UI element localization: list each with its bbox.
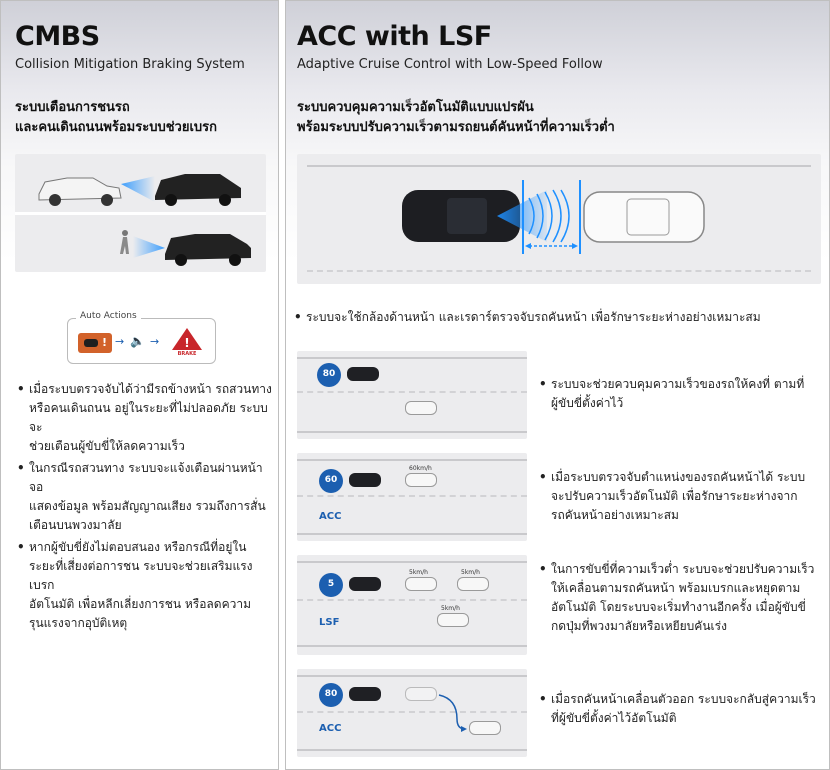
acc-panel (285, 0, 830, 770)
acc-row-2-illustration (297, 453, 527, 541)
acc-heading-line-1: ระบบควบคุมความเร็วอัตโนมัติแบบแปรผัน (297, 100, 534, 115)
bullet-line: หากผู้ขับขี่ยังไม่ตอบสนอง หรือกรณีที่อยู่ใน (29, 540, 247, 554)
mode-label: ACC (319, 723, 342, 734)
speaker-icon: 🔈 (130, 334, 145, 348)
auto-actions-label: Auto Actions (76, 311, 141, 321)
acc-row-3-text: • ในการขับขี่ที่ความเร็วต่ำ ระบบจะช่วยปรับความเร็ว ให้เคลื่อนตามรถคันหน้า พร้อมเบรกและหยุดตาม อัตโนมัติ โดยระบบจะเริ่มทำงานอีกครั้ง เมื่อผู้ขับขี่ กดปุ่มที่พวงมาลัยหรือเหยียบคันเร่ง (539, 562, 815, 633)
bullet-line: ช่วยเตือนผู้ขับขี่ให้ลดความเร็ว (29, 439, 185, 453)
traffic-car-icon (437, 613, 469, 627)
lead-speed-label: 5km/h (409, 569, 428, 576)
arrow-icon: → (115, 335, 125, 348)
speed-gauge: 5 (319, 573, 343, 597)
mode-label: ACC (319, 511, 342, 522)
cmbs-bullet-3: • หากผู้ขับขี่ยังไม่ตอบสนอง หรือกรณีที่อยู่ใน ระยะที่เสี่ยงต่อการชน ระบบจะช่วยเสริมแรงเบรก อัตโนมัติ เพื่อหลีกเลี่ยงการชน หรือลดความ รุนแรงจากอุบัติเหตุ (29, 538, 274, 633)
cmbs-heading-line-2: และคนเดินถนนพร้อมระบบช่วยเบรก (15, 120, 218, 135)
auto-actions-box (67, 311, 216, 364)
acc-title: ACC with LSF (297, 21, 492, 52)
lead-car-icon (405, 401, 437, 415)
bullet-line: อัตโนมัติ เพื่อหลีกเลี่ยงการชน หรือลดความ (29, 597, 251, 611)
speed-gauge: 60 (319, 469, 343, 493)
brake-warning-icon (170, 327, 204, 357)
acc-row-4-illustration (297, 669, 527, 757)
cmbs-subtitle: Collision Mitigation Braking System (15, 57, 245, 72)
bullet-line: เมื่อระบบตรวจจับได้ว่ามีรถข้างหน้า รถสวนทาง (29, 382, 272, 396)
cmbs-illustration (15, 154, 266, 272)
ego-car-icon (349, 473, 381, 487)
dark-suv-rear-icon (165, 234, 251, 266)
bullet-line: เตือนบนพวงมาลัย (29, 518, 122, 532)
cmbs-scene-svg (15, 154, 266, 272)
acc-row-1-text: • ระบบจะช่วยควบคุมความเร็วของรถให้คงที่ ตามที่ ผู้ขับขี่ตั้งค่าไว้ (539, 377, 805, 410)
arrow-icon-2: → (150, 335, 160, 348)
acc-intro-bullet: • ระบบจะใช้กล้องด้านหน้า และเรดาร์ตรวจจับรถคันหน้า เพื่อรักษาระยะห่างอย่างเหมาะสม (294, 310, 761, 324)
ego-car-icon (347, 367, 379, 381)
sensor-beam-icon (121, 176, 155, 202)
acc-heading (297, 98, 615, 138)
brake-label: BRAKE (177, 351, 197, 357)
pedestrian-icon (120, 230, 129, 254)
acc-top-illustration (297, 154, 821, 284)
cmbs-heading-line-1: ระบบเตือนการชนรถ (15, 100, 130, 115)
svg-text:!: ! (184, 336, 190, 350)
acc-subtitle: Adaptive Cruise Control with Low-Speed Follow (297, 57, 603, 72)
white-suv-icon (39, 178, 121, 206)
acc-heading-line-2: พร้อมระบบปรับความเร็วตามรถยนต์คันหน้าที่ความเร็วต่ำ (297, 120, 615, 135)
lead-speed-label: 60km/h (409, 465, 432, 472)
cmbs-heading (15, 98, 217, 138)
lead-car-icon (405, 473, 437, 487)
acc-row-4-text: • เมื่อรถคันหน้าเคลื่อนตัวออก ระบบจะกลับสู่ความเร็ว ที่ผู้ขับขี่ตั้งค่าไว้อัตโนมัติ (539, 692, 816, 725)
acc-row-3-illustration (297, 555, 527, 655)
pedestrian-sensor-beam-icon (133, 236, 165, 258)
bullet-line: แสดงข้อมูล พร้อมสัญญาณเสียง รวมถึงการสั่น (29, 499, 266, 513)
ego-car-icon (349, 577, 381, 591)
mode-label: LSF (319, 617, 340, 628)
cmbs-title: CMBS (15, 21, 100, 52)
display-warning-icon: ! (78, 333, 112, 353)
speed-gauge: 80 (319, 683, 343, 707)
bullet-line: หรือคนเดินถนน อยู่ในระยะที่ไม่ปลอดภัย ระบบจะ (29, 401, 268, 434)
bullet-line: รุนแรงจากอุบัติเหตุ (29, 616, 128, 630)
acc-row-1-illustration (297, 351, 527, 439)
lane-change-arrow-icon (297, 669, 527, 757)
bullet-line: ในกรณีรถสวนทาง ระบบจะแจ้งเตือนผ่านหน้าจอ (29, 461, 263, 494)
bullet-line: ระยะที่เสี่ยงต่อการชน ระบบจะช่วยเสริมแรงเบรก (29, 559, 253, 592)
cmbs-bullet-2: • ในกรณีรถสวนทาง ระบบจะแจ้งเตือนผ่านหน้าจอ แสดงข้อมูล พร้อมสัญญาณเสียง รวมถึงการสั่น เตือนบนพวงมาลัย (29, 459, 274, 535)
dark-suv-front-icon (155, 174, 241, 206)
cmbs-bullet-1: • เมื่อระบบตรวจจับได้ว่ามีรถข้างหน้า รถสวนทาง หรือคนเดินถนน อยู่ในระยะที่ไม่ปลอดภัย ระบบจะ ช่วยเตือนผู้ขับขี่ให้ลดความเร็ว (29, 380, 274, 456)
speed-gauge: 80 (317, 363, 341, 387)
cmbs-panel (0, 0, 279, 770)
lead-car-icon (584, 192, 704, 242)
traffic-car-icon (457, 577, 489, 591)
acc-row-2-text: • เมื่อระบบตรวจจับตำแหน่งของรถคันหน้าได้ ระบบ จะปรับความเร็วอัตโนมัติ เพื่อรักษาระยะห่างจาก รถคันหน้าอย่างเหมาะสม (539, 470, 806, 522)
traffic-speed-label: 5km/h (441, 605, 460, 612)
acc-top-scene-svg (297, 154, 821, 284)
traffic-speed-label: 5km/h (461, 569, 480, 576)
lead-car-icon (405, 577, 437, 591)
lead-car-icon (469, 721, 501, 735)
